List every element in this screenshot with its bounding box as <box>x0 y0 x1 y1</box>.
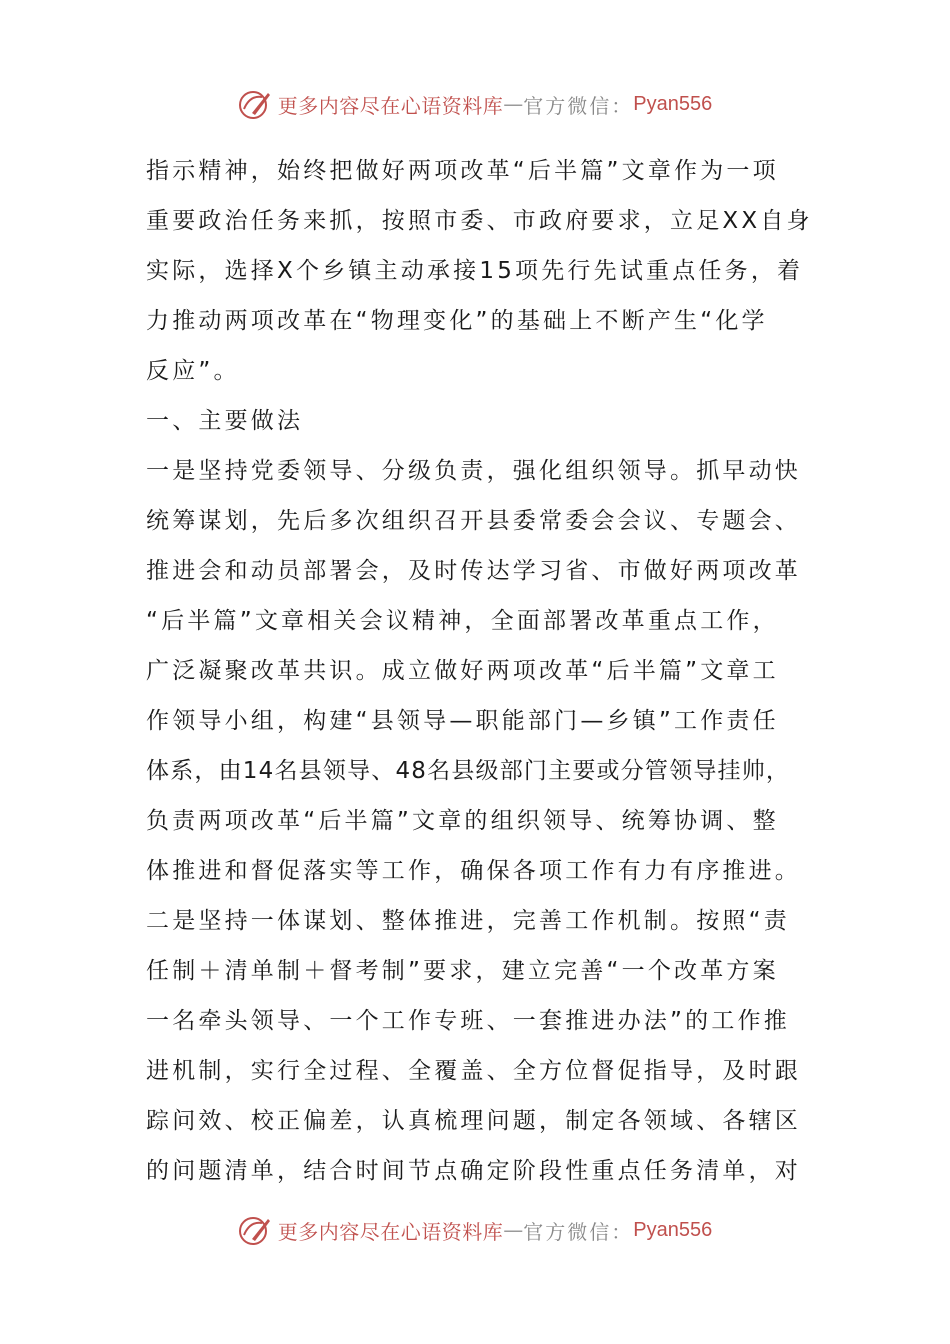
text-line: 力推动两项改革在“物理变化”的基础上不断产生“化学 <box>146 308 768 334</box>
text-line: 广泛凝聚改革共识。成立做好两项改革“后半篇”文章工 <box>146 658 779 684</box>
text-line: 二是坚持一体谋划、整体推进，完善工作机制。按照“责 <box>146 908 790 934</box>
text-line: 反应”。 <box>146 358 240 384</box>
header-watermark-banner <box>0 84 950 124</box>
text-line: 踪问效、校正偏差，认真梳理问题，制定各领域、各辖区 <box>146 1108 801 1134</box>
footer-watermark-banner <box>0 1210 950 1250</box>
text-line: 重要政治任务来抓，按照市委、市政府要求，立足XX自身 <box>146 208 813 234</box>
text-line: 一名牵头领导、一个工作专班、一套推进办法”的工作推 <box>146 1008 790 1034</box>
document-body <box>146 146 818 1196</box>
text-line: 实际，选择X个乡镇主动承接15项先行先试重点任务，着 <box>146 258 804 284</box>
text-line: 指示精神，始终把做好两项改革“后半篇”文章作为一项 <box>146 158 779 184</box>
banner-dash: — <box>503 92 524 116</box>
text-line: 一是坚持党委领导、分级负责，强化组织领导。抓早动快 <box>146 458 801 484</box>
banner-label: 官方微信： <box>523 1219 634 1244</box>
text-line: 的问题清单，结合时间节点确定阶段性重点任务清单，对 <box>146 1158 801 1184</box>
text-line: 作领导小组，构建“县领导—职能部门—乡镇”工作责任 <box>146 708 779 734</box>
text-line: 推进会和动员部署会，及时传达学习省、市做好两项改革 <box>146 558 801 584</box>
text-line: 进机制，实行全过程、全覆盖、全方位督促指导，及时跟 <box>146 1058 801 1084</box>
pen-logo-icon <box>238 87 272 121</box>
banner-wechat-id: Pyan556 <box>633 92 713 115</box>
text-line: “后半篇”文章相关会议精神，全面部署改革重点工作， <box>146 608 779 634</box>
pen-logo-icon <box>238 1213 272 1247</box>
text-line: 任制＋清单制＋督考制”要求，建立完善“一个改革方案 <box>146 958 779 984</box>
banner-dash: — <box>503 1218 524 1242</box>
text-line: 统筹谋划，先后多次组织召开县委常委会会议、专题会、 <box>146 508 801 534</box>
text-line: 体系，由14名县领导、48名县级部门主要或分管领导挂帅， <box>146 758 791 784</box>
banner-label: 官方微信： <box>523 93 634 118</box>
banner-site-name: 更多内容尽在心语资料库 <box>277 1219 504 1244</box>
text-line: 负责两项改革“后半篇”文章的组织领导、统筹协调、整 <box>146 808 779 834</box>
banner-wechat-id: Pyan556 <box>633 1218 713 1241</box>
text-line: 体推进和督促落实等工作，确保各项工作有力有序推进。 <box>146 858 801 884</box>
banner-site-name: 更多内容尽在心语资料库 <box>277 93 504 118</box>
section-heading: 一、主要做法 <box>146 408 304 434</box>
